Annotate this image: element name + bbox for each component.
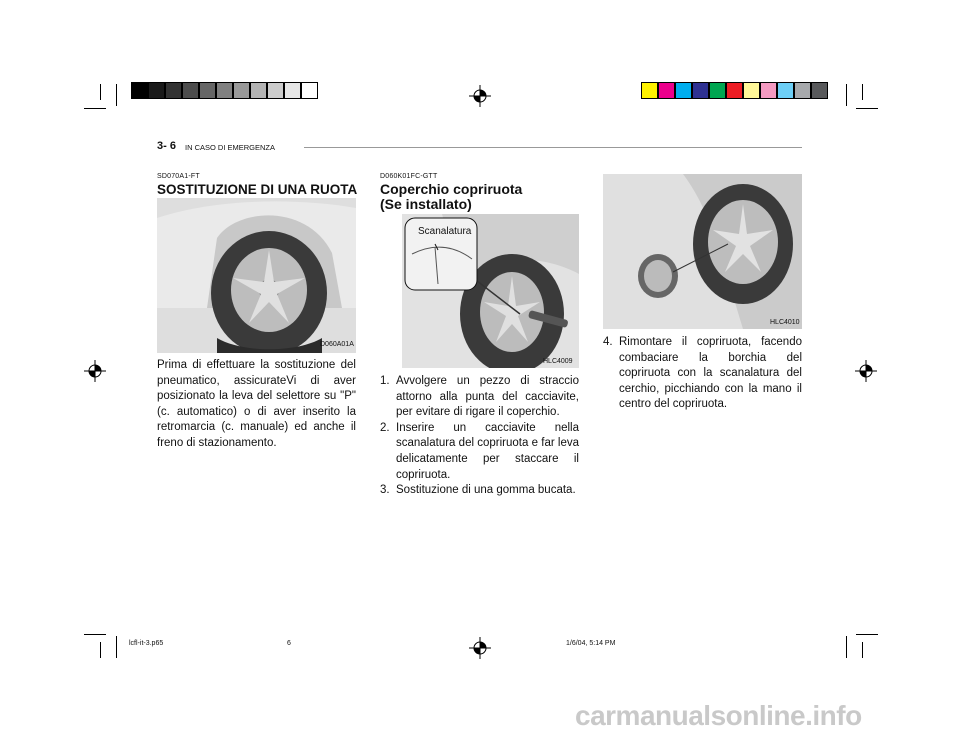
calibration-swatch [777, 82, 794, 99]
watermark: carmanualsonline.info [575, 700, 862, 731]
wheel-change-photo [157, 198, 356, 353]
calibration-swatch [709, 82, 726, 99]
step-item [603, 335, 802, 413]
step-number: 1. [380, 375, 390, 387]
calibration-swatch [250, 82, 267, 99]
calibration-swatch [148, 82, 165, 99]
step-item [380, 483, 579, 499]
section-heading-line1: Coperchio copriruota [380, 181, 523, 197]
calibration-swatch [131, 82, 148, 99]
step-number: 3. [380, 484, 390, 497]
step-text: Inserire un cacciavite nella scanalatura del copriruota e far leva delicatamente per staccare il copriruota. [396, 421, 579, 481]
calibration-swatch [233, 82, 250, 99]
footer-date: 1/6/04, 5:14 PM [566, 640, 616, 647]
calibration-swatch [267, 82, 284, 99]
steps-list [380, 374, 579, 499]
section-code: SD070A1-FT [157, 173, 200, 180]
section-heading-line2: (Se installato) [380, 196, 472, 212]
step-number: 2. [380, 421, 390, 434]
callout-label: Scanalatura [418, 226, 472, 237]
step-number: 4. [603, 336, 613, 348]
section-heading: SOSTITUZIONE DI UNA RUOTA [157, 182, 358, 197]
registration-mark-bottom [469, 637, 491, 659]
calibration-swatch [811, 82, 828, 99]
footer-page: 6 [287, 640, 291, 647]
figure-code: HLC4010 [770, 319, 800, 326]
calibration-swatch [165, 82, 182, 99]
figure-code: HLC4009 [543, 358, 573, 365]
calibration-swatch [199, 82, 216, 99]
step-text: Rimontare il copriruota, facendo combaciare la borchia del copriruota con la scanalatura del cerchio, picchiando con la mano il centro del copriruota. [619, 336, 802, 411]
calibration-swatch [301, 82, 318, 99]
calibration-swatch [284, 82, 301, 99]
section-title: IN CASO DI EMERGENZA [185, 143, 276, 152]
registration-mark-left [84, 360, 106, 382]
step-text: Avvolgere un pezzo di straccio attorno alla punta del cacciavite, per evitare di rigare il coperchio. [396, 375, 579, 419]
calibration-swatch [760, 82, 777, 99]
calibration-swatch [794, 82, 811, 99]
calibration-swatch [216, 82, 233, 99]
hubcap-refit-photo [603, 174, 802, 329]
footer-filename: lcfl-it-3.p65 [129, 640, 164, 647]
steps-list [603, 335, 802, 413]
header-rule [304, 147, 802, 148]
calibration-swatch [658, 82, 675, 99]
registration-mark-top [469, 85, 491, 107]
step-text: Sostituzione di una gomma bucata. [396, 484, 576, 497]
calibration-swatch [692, 82, 709, 99]
intro-paragraph: Prima di effettuare la sostituzione del pneumatico, assicurateVi di aver posizionato la leva del selettore su "P" (c. automatico) o di aver inserito la retromarcia (c. manuale) ed anche il freno di stazionamento. [157, 359, 356, 449]
calibration-swatch [726, 82, 743, 99]
figure-code: D060A01A [320, 341, 354, 348]
registration-mark-right [855, 360, 877, 382]
step-item [380, 374, 579, 421]
step-item [380, 421, 579, 483]
hubcap-removal-photo [402, 214, 579, 368]
calibration-swatch [641, 82, 658, 99]
page-number: 3- 6 [157, 140, 176, 152]
calibration-swatch [675, 82, 692, 99]
calibration-swatch [743, 82, 760, 99]
calibration-swatch [182, 82, 199, 99]
section-code: D060K01FC-GTT [380, 173, 438, 180]
